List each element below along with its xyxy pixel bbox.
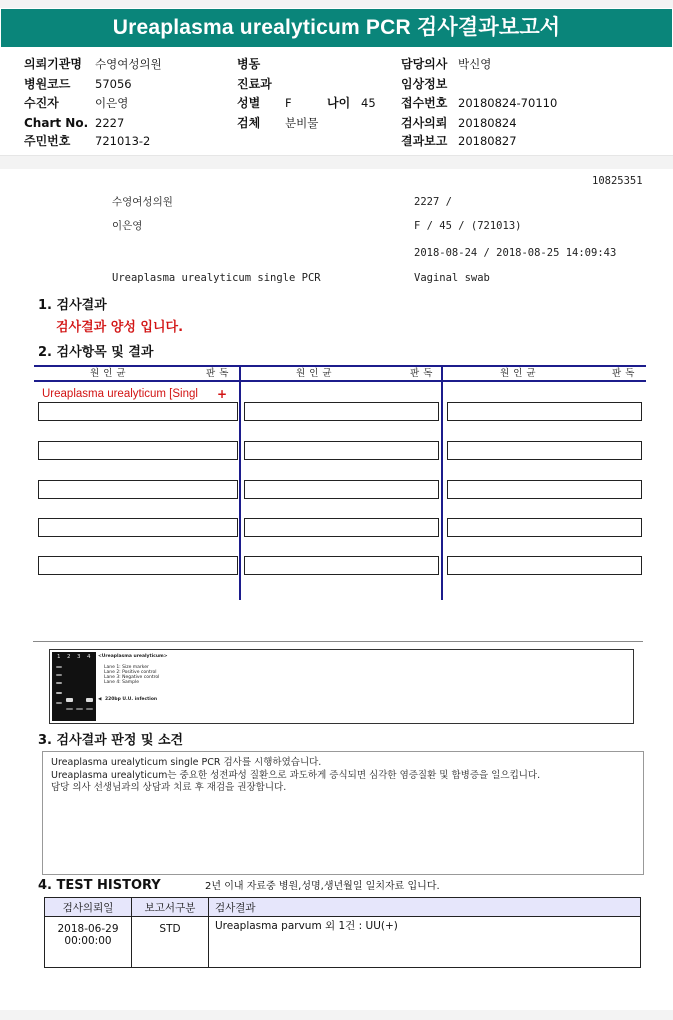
history-col-date: 검사의뢰일 [45, 898, 132, 917]
result-cell [447, 518, 642, 537]
gel-band [56, 682, 62, 684]
top-strip [0, 0, 673, 8]
result-cell [447, 441, 642, 460]
age-label: 나이 [327, 96, 351, 110]
receipt-no-label: 접수번호 [401, 96, 448, 110]
gel-image-box [49, 649, 634, 724]
gel-lane-label: 2 [67, 654, 71, 660]
gel-band [56, 692, 62, 694]
col-pathogen-1: 원 인 균 [90, 368, 127, 379]
request-date-label: 검사의뢰 [401, 116, 448, 130]
detail-sex-age: F / 45 / (721013) [414, 220, 522, 232]
history-col-type: 보고서구분 [132, 898, 209, 917]
history-table [44, 897, 641, 968]
grid-divider-2 [441, 365, 443, 600]
gel-band [76, 708, 83, 710]
ssn-value: 721013-2 [95, 134, 151, 148]
section1-heading: 1. 검사결과 [38, 298, 107, 313]
table-row [45, 917, 641, 968]
opinion-line: 담당 의사 선생님과의 상담과 치료 후 재검을 권장합니다. [51, 782, 287, 793]
detail-chart: 2227 / [414, 196, 452, 208]
result-cell [244, 480, 439, 499]
result-cell [38, 441, 238, 460]
history-date: 2018-06-29 [57, 923, 119, 935]
section4-heading: 4. TEST HISTORY [38, 878, 161, 893]
clinical-info-label: 임상정보 [401, 77, 448, 91]
result-cell [38, 480, 238, 499]
gel-legend-line: Lane 2: Positive control [104, 670, 157, 675]
gel-band [66, 708, 73, 710]
gel-lane-label: 4 [87, 654, 91, 660]
result-cell [244, 402, 439, 421]
section2-heading: 2. 검사항목 및 결과 [38, 345, 154, 360]
ward-label: 병동 [237, 57, 261, 71]
positive-result: 검사결과 양성 입니다. [56, 320, 184, 335]
col-judge-2: 판 독 [410, 368, 433, 379]
hospital-code-value: 57056 [95, 77, 132, 91]
history-time: 00:00:00 [64, 935, 112, 947]
bottom-strip [0, 1010, 673, 1020]
first-pathogen-item: Ureaplasma urealyticum [Singl [42, 388, 198, 400]
result-cell [38, 402, 238, 421]
history-date-cell [45, 917, 132, 968]
result-cell [244, 441, 439, 460]
institution-value: 수영여성의원 [95, 57, 162, 71]
gel-band-arrow: ◀ [98, 697, 102, 702]
department-label: 진료과 [237, 77, 272, 91]
first-pathogen-result: + [217, 387, 228, 401]
col-judge-1: 판 독 [206, 368, 229, 379]
result-cell [244, 518, 439, 537]
chart-no-label: Chart No. [24, 116, 89, 130]
report-date-label: 결과보고 [401, 134, 448, 148]
history-header-row [45, 898, 641, 917]
sex-label: 성별 [237, 96, 261, 110]
result-cell [38, 556, 238, 575]
patient-value: 이은영 [95, 96, 129, 110]
result-cell [447, 402, 642, 421]
gel-band [86, 708, 93, 710]
gel-band [86, 698, 93, 702]
detail-patient: 이은영 [112, 220, 143, 232]
opinion-line: Ureaplasma urealyticum는 중요한 성전파성 질환으로 과도하게 증식되면 심각한 염증질환 및 합병증을 일으킵니다. [51, 769, 541, 781]
history-col-result: 검사결과 [209, 898, 641, 917]
section3-heading: 3. 검사결과 판정 및 소견 [38, 733, 184, 748]
report-date-value: 20180827 [458, 134, 517, 148]
gel-legend-line: Lane 1: Size marker [104, 665, 149, 670]
opinion-box [42, 751, 644, 875]
report-title: Ureaplasma urealyticum PCR 검사결과보고서 [1, 9, 672, 47]
gel-band [56, 702, 62, 704]
gel-legend-line: Lane 3: Negative control [104, 675, 160, 680]
gel-lane-label: 1 [57, 654, 61, 660]
specimen-label: 검체 [237, 116, 261, 130]
gel-legend-line: Lane 4: Sample [104, 680, 139, 685]
gel-band-label: 220bp U.U. infection [105, 697, 158, 702]
receipt-no-value: 20180824-70110 [458, 96, 558, 110]
specimen-value: 분비물 [285, 116, 319, 130]
history-type: STD [132, 917, 209, 968]
gel-lane-label: 3 [77, 654, 81, 660]
gel-title: <Ureaplasma urealyticum> [98, 654, 168, 659]
gel-band [56, 666, 62, 668]
grid-divider-1 [239, 365, 241, 600]
col-judge-3: 판 독 [612, 368, 635, 379]
detail-specimen: Vaginal swab [414, 272, 490, 284]
col-pathogen-3: 원 인 균 [500, 368, 537, 379]
chart-no-value: 2227 [95, 116, 125, 130]
age-value: 45 [361, 96, 376, 110]
header-separator [0, 155, 673, 169]
history-note: 2년 이내 자료중 병원,성명,생년월일 일치자료 입니다. [205, 881, 440, 892]
col-pathogen-2: 원 인 균 [296, 368, 333, 379]
result-cell [447, 556, 642, 575]
detail-test-name: Ureaplasma urealyticum single PCR [112, 272, 321, 284]
detail-institution: 수영여성의원 [112, 196, 173, 208]
serial-number: 10825351 [592, 175, 643, 187]
result-cell [244, 556, 439, 575]
hospital-code-label: 병원코드 [24, 77, 71, 91]
result-cell [447, 480, 642, 499]
sex-value: F [285, 96, 292, 110]
doctor-value: 박신영 [458, 57, 492, 71]
history-result: Ureaplasma parvum 외 1건 : UU(+) [209, 917, 641, 968]
patient-label: 수진자 [24, 96, 59, 110]
opinion-line: Ureaplasma urealyticum single PCR 검사를 시행하였습니다. [51, 757, 322, 768]
request-date-value: 20180824 [458, 116, 517, 130]
ssn-label: 주민번호 [24, 134, 71, 148]
grid-header-rule [34, 380, 646, 382]
result-cell [38, 518, 238, 537]
gel-band [66, 698, 73, 702]
gel-electrophoresis-image [52, 652, 96, 721]
detail-dates: 2018-08-24 / 2018-08-25 14:09:43 [414, 247, 617, 259]
image-divider [33, 641, 643, 642]
institution-label: 의뢰기관명 [24, 57, 82, 71]
doctor-label: 담당의사 [401, 57, 448, 71]
gel-band [56, 674, 62, 676]
